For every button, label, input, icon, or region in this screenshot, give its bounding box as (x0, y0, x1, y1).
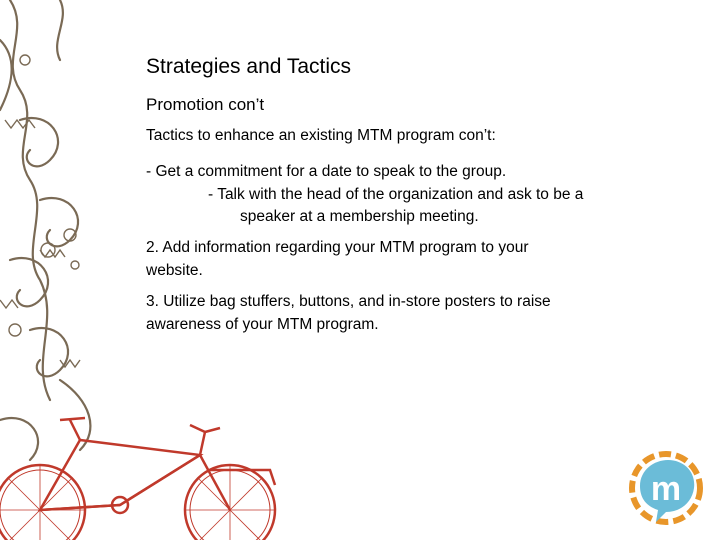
bullet-item-1: - Get a commitment for a date to speak to the group. (146, 163, 507, 180)
sub-bullet-line-2: speaker at a membership meeting. (240, 208, 479, 225)
intro-text: Tactics to enhance an existing MTM program con’t: (146, 127, 496, 144)
mtm-logo-icon (626, 448, 706, 528)
list-item-3-line-2: awareness of your MTM program. (146, 316, 379, 333)
slide-title: Strategies and Tactics (146, 55, 352, 78)
list-item-2-line-2: website. (146, 262, 203, 279)
list-item-3-line-1: 3. Utilize bag stuffers, buttons, and in-store posters to raise (146, 293, 551, 310)
list-item-2-line-1: 2. Add information regarding your MTM program to your (146, 239, 529, 256)
slide-subtitle: Promotion con’t (146, 95, 265, 114)
logo-letter: m (650, 470, 682, 508)
sub-bullet-line-1: - Talk with the head of the organization and ask to be a (208, 186, 584, 203)
